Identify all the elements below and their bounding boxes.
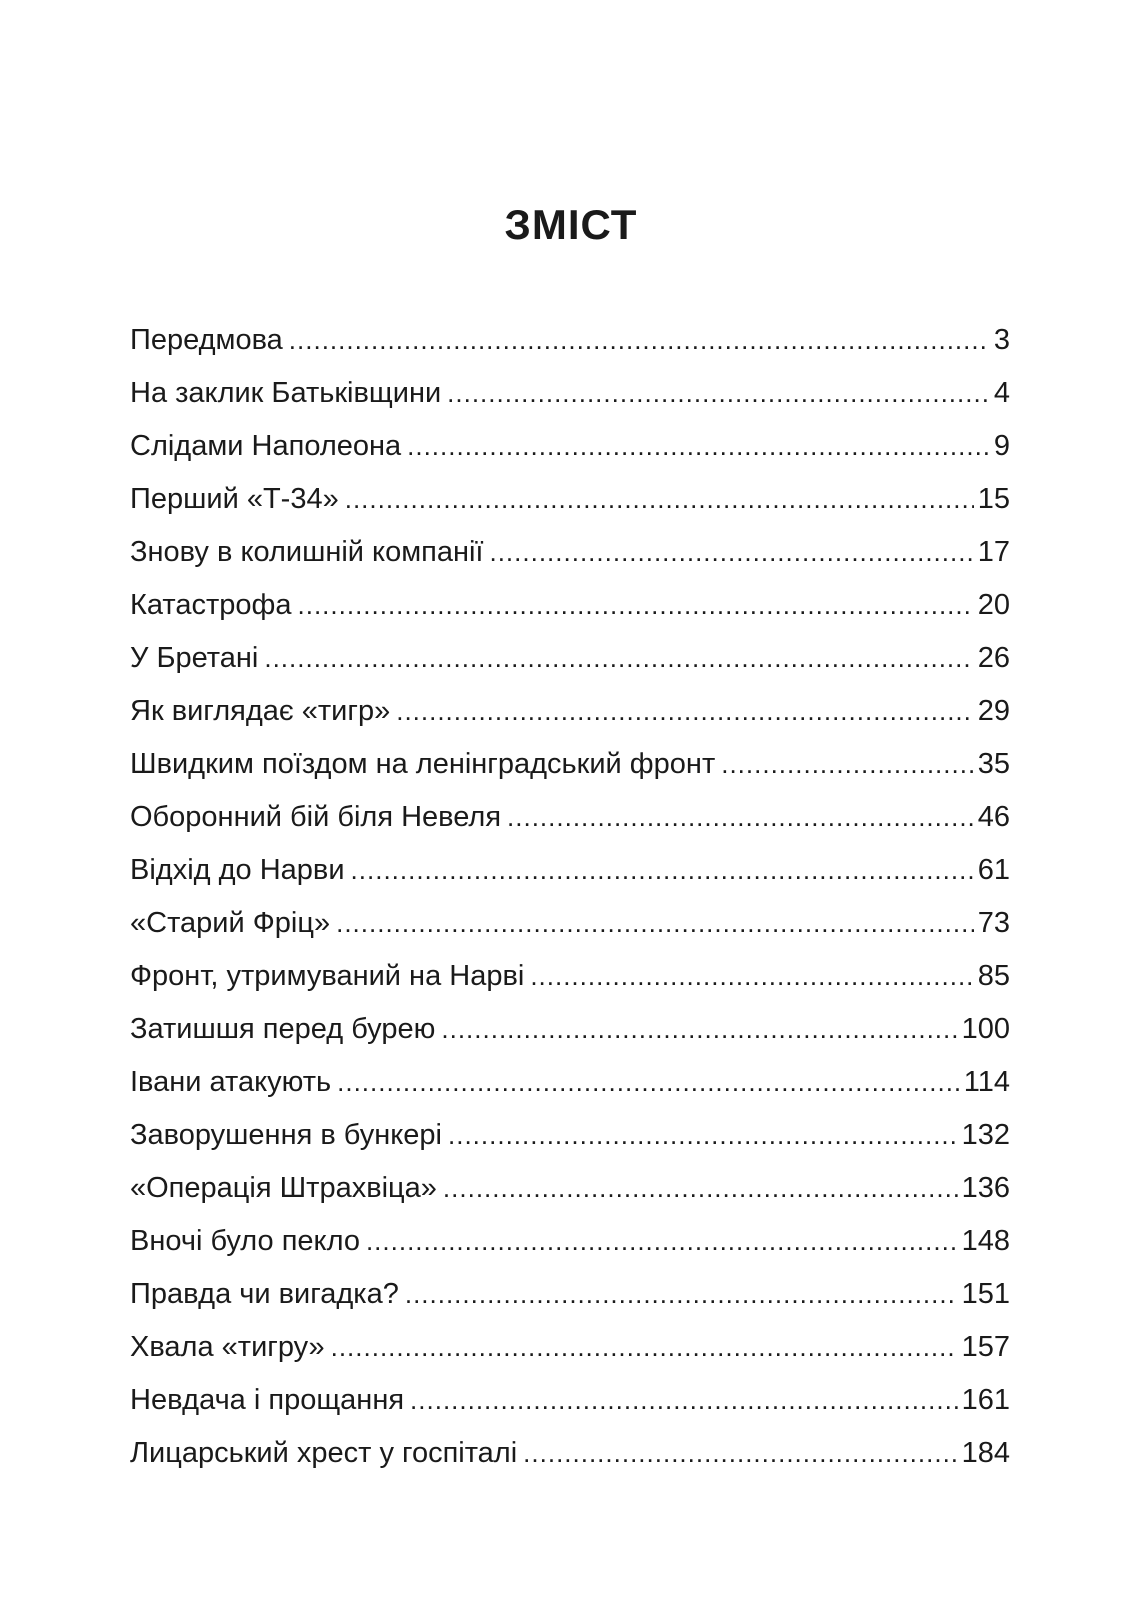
toc-entry[interactable] xyxy=(130,791,1010,844)
toc-entry[interactable] xyxy=(130,632,1010,685)
toc-entry[interactable] xyxy=(130,844,1010,897)
toc-entry-title: Відхід до Нарви xyxy=(130,854,345,886)
toc-entry-page: 61 xyxy=(977,854,1010,886)
dot-leader xyxy=(443,1162,958,1215)
dot-leader xyxy=(331,1321,958,1374)
dot-leader xyxy=(298,579,974,632)
toc-entry-page: 46 xyxy=(977,801,1010,833)
toc-entry[interactable] xyxy=(130,579,1010,632)
toc-entry-title: Як виглядає «тигр» xyxy=(130,695,391,727)
toc-entry-title: Слідами Наполеона xyxy=(130,430,402,462)
dot-leader xyxy=(337,1056,960,1109)
dot-leader xyxy=(366,1215,958,1268)
toc-entry-title: Фронт, утримуваний на Нарві xyxy=(130,960,525,992)
toc-entry-title: «Старий Фріц» xyxy=(130,907,331,939)
toc-entry-page: 136 xyxy=(961,1172,1010,1204)
toc-entry[interactable] xyxy=(130,738,1010,791)
toc-entry-page: 20 xyxy=(977,589,1010,621)
toc-entry-title: Швидким поїздом на ленінградський фронт xyxy=(130,748,716,780)
dot-leader xyxy=(405,1268,958,1321)
dot-leader xyxy=(447,367,990,420)
toc-entry-page: 161 xyxy=(961,1384,1010,1416)
toc-entry-page: 157 xyxy=(961,1331,1010,1363)
toc-entry-title: Невдача і прощання xyxy=(130,1384,405,1416)
toc-entry[interactable] xyxy=(130,1215,1010,1268)
toc-entry-title: Лицарський хрест у госпіталі xyxy=(130,1437,518,1469)
toc-entry[interactable] xyxy=(130,1109,1010,1162)
toc-entry[interactable] xyxy=(130,1056,1010,1109)
toc-entry-title: Катастрофа xyxy=(130,589,292,621)
toc-entry[interactable] xyxy=(130,1427,1010,1480)
toc-entry[interactable] xyxy=(130,685,1010,738)
toc-entry-title: У Бретані xyxy=(130,642,259,674)
dot-leader xyxy=(410,1374,958,1427)
toc-entry[interactable] xyxy=(130,897,1010,950)
toc-entry-page: 184 xyxy=(961,1437,1010,1469)
table-of-contents xyxy=(130,314,1010,1480)
toc-entry[interactable] xyxy=(130,473,1010,526)
toc-entry-page: 35 xyxy=(977,748,1010,780)
toc-entry-title: Знову в колишній компанії xyxy=(130,536,484,568)
toc-entry-title: На заклик Батьківщини xyxy=(130,377,442,409)
toc-entry-page: 4 xyxy=(993,377,1010,409)
toc-entry-title: Передмова xyxy=(130,324,283,356)
toc-entry-page: 17 xyxy=(977,536,1010,568)
toc-entry-title: Затишшя перед бурею xyxy=(130,1013,436,1045)
toc-entry-page: 114 xyxy=(963,1066,1010,1098)
toc-entry[interactable] xyxy=(130,367,1010,420)
toc-entry[interactable] xyxy=(130,1162,1010,1215)
toc-entry[interactable] xyxy=(130,1268,1010,1321)
dot-leader xyxy=(489,526,973,579)
toc-entry-title: Правда чи вигадка? xyxy=(130,1278,399,1310)
toc-entry[interactable] xyxy=(130,526,1010,579)
dot-leader xyxy=(448,1109,958,1162)
dot-leader xyxy=(351,844,974,897)
toc-entry-page: 26 xyxy=(977,642,1010,674)
dot-leader xyxy=(345,473,974,526)
dot-leader xyxy=(407,420,990,473)
toc-entry-page: 73 xyxy=(977,907,1010,939)
toc-entry-page: 9 xyxy=(993,430,1010,462)
dot-leader xyxy=(396,685,974,738)
dot-leader xyxy=(264,632,973,685)
dot-leader xyxy=(523,1427,957,1480)
toc-entry-page: 85 xyxy=(977,960,1010,992)
toc-entry-title: Івани атакують xyxy=(130,1066,332,1098)
toc-entry-page: 148 xyxy=(961,1225,1010,1257)
dot-leader xyxy=(721,738,974,791)
dot-leader xyxy=(530,950,973,1003)
dot-leader xyxy=(289,314,990,367)
toc-entry[interactable] xyxy=(130,950,1010,1003)
toc-entry-title: Оборонний бій біля Невеля xyxy=(130,801,502,833)
toc-entry[interactable] xyxy=(130,1374,1010,1427)
toc-entry-title: Хвала «тигру» xyxy=(130,1331,325,1363)
toc-entry[interactable] xyxy=(130,1003,1010,1056)
toc-entry[interactable] xyxy=(130,314,1010,367)
toc-entry[interactable] xyxy=(130,1321,1010,1374)
toc-entry-page: 151 xyxy=(961,1278,1010,1310)
dot-leader xyxy=(507,791,974,844)
dot-leader xyxy=(441,1003,957,1056)
toc-entry[interactable] xyxy=(130,420,1010,473)
toc-entry-page: 132 xyxy=(961,1119,1010,1151)
page-title: ЗМІСТ xyxy=(504,201,638,248)
toc-entry-page: 29 xyxy=(977,695,1010,727)
toc-entry-title: Заворушення в бункері xyxy=(130,1119,443,1151)
toc-entry-title: Вночі було пекло xyxy=(130,1225,360,1257)
toc-entry-title: «Операція Штрахвіца» xyxy=(130,1172,437,1204)
toc-entry-page: 3 xyxy=(993,324,1010,356)
toc-entry-page: 100 xyxy=(961,1013,1010,1045)
dot-leader xyxy=(336,897,974,950)
toc-entry-page: 15 xyxy=(977,483,1010,515)
toc-entry-title: Перший «Т-34» xyxy=(130,483,339,515)
